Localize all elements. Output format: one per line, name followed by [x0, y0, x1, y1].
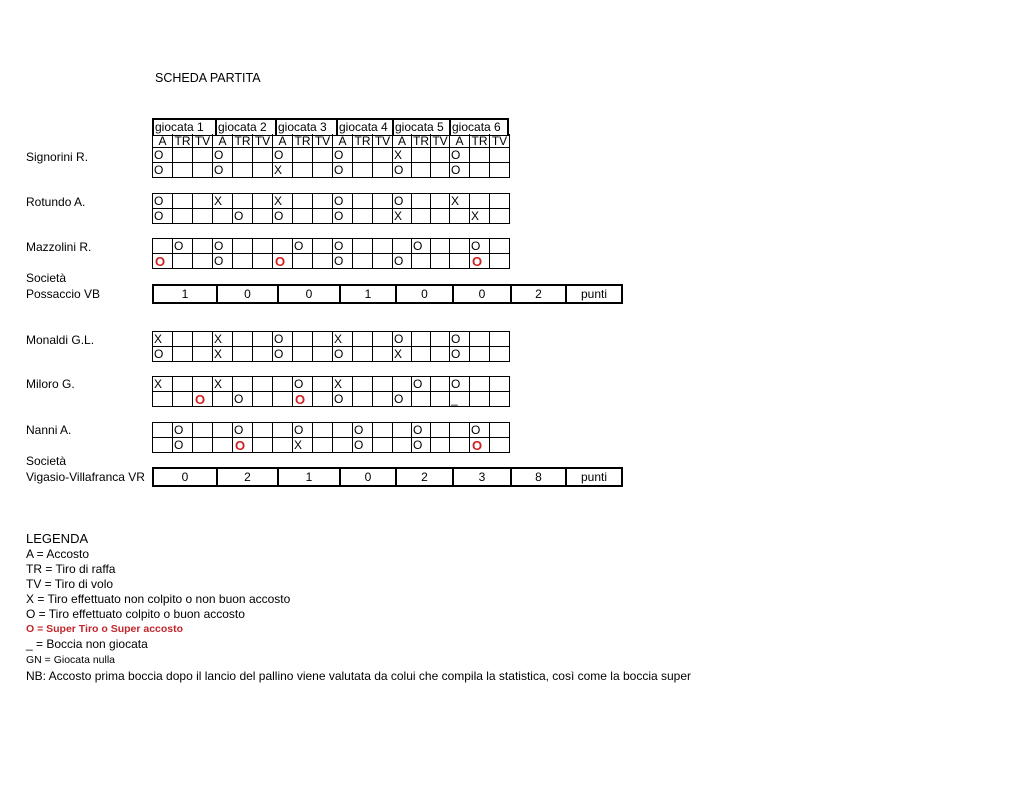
empty-cell — [293, 347, 313, 362]
empty-cell — [431, 377, 450, 392]
player-row — [153, 239, 510, 254]
empty-cell — [313, 438, 333, 453]
empty-cell — [173, 377, 193, 392]
empty-cell — [193, 163, 213, 178]
page-title: SCHEDA PARTITA — [155, 71, 261, 85]
legend-item: GN = Giocata nulla — [26, 654, 116, 666]
player-grid — [152, 148, 510, 178]
mark-cell: O — [293, 423, 313, 438]
empty-cell — [373, 438, 393, 453]
empty-cell — [431, 423, 450, 438]
mark-cell: X — [393, 209, 412, 224]
mark-cell: O — [393, 392, 412, 407]
legend-item-super: O = Super Tiro o Super accosto — [26, 623, 184, 635]
empty-cell — [431, 347, 450, 362]
empty-cell — [470, 163, 490, 178]
empty-cell — [490, 332, 510, 347]
mark-cell: O — [233, 392, 253, 407]
mark-cell: O — [233, 209, 253, 224]
empty-cell — [353, 377, 373, 392]
legend-note: NB: Accosto prima boccia dopo il lancio del pallino viene valutata da colui che compila la statistica, così come la boccia super — [26, 669, 692, 683]
mark-cell: X — [153, 332, 173, 347]
shot-type-header: TV — [431, 134, 450, 148]
mark-cell: O — [412, 423, 431, 438]
empty-cell — [490, 163, 510, 178]
empty-cell — [450, 438, 470, 453]
game-header-4: giocata 4 — [338, 120, 394, 135]
empty-cell — [412, 347, 431, 362]
mark-cell: O — [450, 332, 470, 347]
mark-cell: X — [153, 377, 173, 392]
shot-type-header: TR — [293, 134, 313, 148]
empty-cell — [470, 392, 490, 407]
empty-cell — [233, 254, 253, 269]
mark-cell: O — [333, 209, 353, 224]
empty-cell — [253, 239, 273, 254]
mark-cell: O — [393, 163, 412, 178]
empty-cell — [253, 332, 273, 347]
mark-cell: O — [333, 254, 353, 269]
mark-cell: X — [213, 377, 233, 392]
empty-cell — [313, 332, 333, 347]
game-score-cell: 0 — [154, 469, 218, 485]
empty-cell — [153, 239, 173, 254]
empty-cell — [431, 148, 450, 163]
mark-cell: O — [293, 239, 313, 254]
player-row — [153, 148, 510, 163]
team-label-line1: Società — [26, 454, 67, 468]
empty-cell — [431, 209, 450, 224]
mark-cell: O — [273, 148, 293, 163]
mark-cell: O — [333, 194, 353, 209]
shot-type-header: A — [450, 134, 470, 148]
empty-cell — [490, 239, 510, 254]
empty-cell — [173, 254, 193, 269]
game-score-cell: 1 — [341, 286, 397, 302]
empty-cell — [173, 347, 193, 362]
mark-cell: X — [293, 438, 313, 453]
game-score-cell: 3 — [454, 469, 512, 485]
game-score-cell: 0 — [341, 469, 397, 485]
shot-type-header: TR — [470, 134, 490, 148]
empty-cell — [233, 347, 253, 362]
empty-cell — [273, 239, 293, 254]
empty-cell — [233, 239, 253, 254]
empty-cell — [450, 254, 470, 269]
player-grid — [152, 376, 510, 407]
empty-cell — [293, 148, 313, 163]
empty-cell — [470, 377, 490, 392]
mark-cell: X — [470, 209, 490, 224]
team-label-line1: Società — [26, 271, 67, 285]
empty-cell — [373, 163, 393, 178]
mark-cell: X — [213, 194, 233, 209]
player-name: Monaldi G.L. — [26, 333, 95, 347]
team-score-row — [152, 467, 623, 487]
mark-cell: O — [353, 423, 373, 438]
empty-cell — [373, 377, 393, 392]
empty-cell — [273, 438, 293, 453]
mark-cell: O — [333, 239, 353, 254]
empty-cell — [313, 163, 333, 178]
game-header-3: giocata 3 — [277, 120, 338, 135]
empty-cell — [253, 194, 273, 209]
empty-cell — [193, 347, 213, 362]
empty-cell — [412, 332, 431, 347]
empty-cell — [213, 423, 233, 438]
super-mark-cell: O — [273, 254, 293, 269]
empty-cell — [450, 239, 470, 254]
mark-cell: O — [393, 332, 412, 347]
game-score-cell: 0 — [279, 286, 341, 302]
total-score-cell: 2 — [512, 286, 567, 302]
empty-cell — [470, 332, 490, 347]
game-header-6: giocata 6 — [451, 120, 509, 135]
empty-cell — [253, 254, 273, 269]
mark-cell: O — [450, 347, 470, 362]
empty-cell — [490, 254, 510, 269]
empty-cell — [253, 209, 273, 224]
empty-cell — [431, 163, 450, 178]
empty-cell — [173, 163, 193, 178]
player-grid — [152, 422, 510, 453]
empty-cell — [393, 239, 412, 254]
empty-cell — [353, 347, 373, 362]
empty-cell — [373, 332, 393, 347]
empty-cell — [273, 377, 293, 392]
empty-cell — [153, 423, 173, 438]
empty-cell — [470, 347, 490, 362]
empty-cell — [173, 332, 193, 347]
shot-type-header: A — [393, 134, 412, 148]
mark-cell: O — [173, 423, 193, 438]
empty-cell — [313, 209, 333, 224]
empty-cell — [373, 254, 393, 269]
points-label-cell: punti — [580, 470, 608, 484]
mark-cell: X — [333, 377, 353, 392]
player-grid — [152, 193, 510, 224]
game-header-1: giocata 1 — [154, 120, 217, 135]
team-name: Possaccio VB — [26, 287, 101, 301]
shot-type-header: A — [273, 134, 293, 148]
empty-cell — [253, 438, 273, 453]
game-header-5: giocata 5 — [394, 120, 451, 135]
mark-cell: O — [273, 332, 293, 347]
game-score-cell: 0 — [218, 286, 279, 302]
mark-cell: O — [293, 377, 313, 392]
legend-item: X = Tiro effettuato non colpito o non buon accosto — [26, 592, 291, 606]
empty-cell — [233, 163, 253, 178]
empty-cell — [490, 392, 510, 407]
empty-cell — [233, 194, 253, 209]
shot-type-header: A — [213, 134, 233, 148]
empty-cell — [293, 332, 313, 347]
empty-cell — [253, 347, 273, 362]
empty-cell — [153, 392, 173, 407]
game-score-cell: 2 — [218, 469, 279, 485]
empty-cell — [490, 194, 510, 209]
shot-type-header: TV — [490, 134, 510, 148]
shot-type-header: TV — [253, 134, 273, 148]
mark-cell: X — [213, 332, 233, 347]
mark-cell: O — [393, 254, 412, 269]
empty-cell — [253, 377, 273, 392]
empty-cell — [333, 423, 353, 438]
empty-cell — [431, 438, 450, 453]
legend-item: O = Tiro effettuato colpito o buon accosto — [26, 607, 245, 621]
super-mark-cell: O — [470, 254, 490, 269]
mark-cell: O — [450, 163, 470, 178]
shot-type-header: A — [153, 134, 173, 148]
mark-cell: X — [273, 163, 293, 178]
legend-item: TR = Tiro di raffa — [26, 562, 116, 576]
mark-cell: _ — [450, 392, 470, 407]
player-row — [153, 209, 510, 224]
empty-cell — [173, 209, 193, 224]
empty-cell — [373, 194, 393, 209]
empty-cell — [193, 438, 213, 453]
empty-cell — [490, 423, 510, 438]
empty-cell — [253, 423, 273, 438]
empty-cell — [431, 239, 450, 254]
player-name: Mazzolini R. — [26, 240, 92, 254]
player-row — [153, 392, 510, 407]
empty-cell — [412, 194, 431, 209]
player-row — [153, 163, 510, 178]
empty-cell — [431, 392, 450, 407]
mark-cell: O — [213, 254, 233, 269]
mark-cell: O — [412, 438, 431, 453]
player-grid — [152, 331, 510, 362]
mark-cell: O — [393, 194, 412, 209]
empty-cell — [233, 377, 253, 392]
shot-type-header: TR — [233, 134, 253, 148]
empty-cell — [253, 148, 273, 163]
player-row — [153, 438, 510, 453]
empty-cell — [373, 392, 393, 407]
empty-cell — [470, 194, 490, 209]
mark-cell: O — [333, 392, 353, 407]
player-row — [153, 254, 510, 269]
mark-cell: O — [173, 239, 193, 254]
mark-cell: X — [213, 347, 233, 362]
mark-cell: O — [153, 163, 173, 178]
mark-cell: O — [450, 148, 470, 163]
mark-cell: O — [213, 163, 233, 178]
game-header-2: giocata 2 — [217, 120, 277, 135]
player-name: Nanni A. — [26, 423, 72, 437]
points-label-cell: punti — [580, 287, 608, 301]
shot-type-header: TV — [373, 134, 393, 148]
empty-cell — [353, 194, 373, 209]
mark-cell: O — [153, 347, 173, 362]
mark-cell: X — [273, 194, 293, 209]
shot-type-header-row — [152, 134, 510, 148]
empty-cell — [490, 148, 510, 163]
empty-cell — [353, 332, 373, 347]
empty-cell — [253, 163, 273, 178]
empty-cell — [193, 423, 213, 438]
player-row — [153, 377, 510, 392]
empty-cell — [373, 209, 393, 224]
mark-cell: O — [470, 239, 490, 254]
empty-cell — [253, 392, 273, 407]
shot-type-header: TR — [173, 134, 193, 148]
empty-cell — [193, 148, 213, 163]
empty-cell — [412, 163, 431, 178]
mark-cell: O — [153, 148, 173, 163]
mark-cell: X — [450, 194, 470, 209]
empty-cell — [293, 209, 313, 224]
empty-cell — [353, 163, 373, 178]
super-mark-cell: O — [233, 438, 253, 453]
player-name: Signorini R. — [26, 150, 89, 164]
legend-title: LEGENDA — [26, 531, 89, 546]
empty-cell — [153, 438, 173, 453]
mark-cell: O — [273, 209, 293, 224]
mark-cell: O — [153, 194, 173, 209]
empty-cell — [173, 392, 193, 407]
empty-cell — [273, 423, 293, 438]
empty-cell — [353, 239, 373, 254]
player-row — [153, 423, 510, 438]
legend-item: TV = Tiro di volo — [26, 577, 114, 591]
mark-cell: O — [412, 377, 431, 392]
empty-cell — [490, 209, 510, 224]
shot-type-header: TV — [193, 134, 213, 148]
mark-cell: O — [333, 148, 353, 163]
player-row — [153, 194, 510, 209]
mark-cell: O — [173, 438, 193, 453]
empty-cell — [490, 347, 510, 362]
game-score-cell: 1 — [154, 286, 218, 302]
empty-cell — [412, 209, 431, 224]
shot-type-header: TR — [413, 134, 429, 148]
empty-cell — [393, 438, 412, 453]
empty-cell — [353, 254, 373, 269]
team-score-row — [152, 284, 623, 304]
empty-cell — [293, 163, 313, 178]
empty-cell — [213, 209, 233, 224]
game-score-cell: 1 — [279, 469, 341, 485]
mark-cell: O — [333, 347, 353, 362]
legend-item: _ = Boccia non giocata — [26, 637, 148, 651]
empty-cell — [173, 194, 193, 209]
empty-cell — [393, 423, 412, 438]
empty-cell — [353, 148, 373, 163]
shot-type-header: A — [333, 134, 353, 148]
empty-cell — [313, 423, 333, 438]
mark-cell: X — [393, 148, 412, 163]
mark-cell: X — [393, 347, 412, 362]
player-row — [153, 347, 510, 362]
empty-cell — [373, 423, 393, 438]
super-mark-cell: O — [153, 254, 173, 269]
empty-cell — [193, 377, 213, 392]
empty-cell — [431, 332, 450, 347]
empty-cell — [412, 254, 431, 269]
player-row — [153, 332, 510, 347]
shot-type-header: TR — [353, 134, 373, 148]
empty-cell — [193, 239, 213, 254]
mark-cell: O — [470, 423, 490, 438]
mark-cell: O — [450, 377, 470, 392]
empty-cell — [293, 194, 313, 209]
empty-cell — [470, 148, 490, 163]
empty-cell — [450, 209, 470, 224]
mark-cell: O — [153, 209, 173, 224]
shot-type-header: TV — [313, 134, 333, 148]
mark-cell: O — [353, 438, 373, 453]
empty-cell — [193, 254, 213, 269]
empty-cell — [313, 239, 333, 254]
mark-cell: O — [233, 423, 253, 438]
empty-cell — [490, 438, 510, 453]
empty-cell — [412, 148, 431, 163]
super-mark-cell: O — [293, 392, 313, 407]
mark-cell: O — [213, 148, 233, 163]
mark-cell: O — [333, 163, 353, 178]
empty-cell — [373, 347, 393, 362]
empty-cell — [353, 209, 373, 224]
player-name: Miloro G. — [26, 377, 75, 391]
empty-cell — [233, 148, 253, 163]
super-mark-cell: O — [193, 392, 213, 407]
empty-cell — [373, 239, 393, 254]
empty-cell — [313, 347, 333, 362]
mark-cell: O — [213, 239, 233, 254]
empty-cell — [193, 332, 213, 347]
game-score-cell: 0 — [454, 286, 512, 302]
empty-cell — [393, 377, 412, 392]
empty-cell — [313, 377, 333, 392]
super-mark-cell: O — [470, 438, 490, 453]
empty-cell — [313, 148, 333, 163]
legend-item: A = Accosto — [26, 547, 90, 561]
empty-cell — [213, 438, 233, 453]
empty-cell — [293, 254, 313, 269]
empty-cell — [490, 377, 510, 392]
empty-cell — [273, 392, 293, 407]
game-score-cell: 0 — [397, 286, 454, 302]
mark-cell: X — [333, 332, 353, 347]
player-name: Rotundo A. — [26, 195, 86, 209]
empty-cell — [193, 194, 213, 209]
empty-cell — [353, 392, 373, 407]
empty-cell — [373, 148, 393, 163]
empty-cell — [193, 209, 213, 224]
mark-cell: O — [412, 239, 431, 254]
total-score-cell: 8 — [512, 469, 567, 485]
empty-cell — [313, 254, 333, 269]
player-grid — [152, 238, 510, 269]
empty-cell — [431, 194, 450, 209]
game-score-cell: 2 — [397, 469, 454, 485]
mark-cell: O — [273, 347, 293, 362]
empty-cell — [233, 332, 253, 347]
empty-cell — [412, 392, 431, 407]
empty-cell — [313, 392, 333, 407]
empty-cell — [213, 392, 233, 407]
empty-cell — [173, 148, 193, 163]
empty-cell — [313, 194, 333, 209]
empty-cell — [333, 438, 353, 453]
team-name: Vigasio-Villafranca VR — [26, 470, 145, 484]
empty-cell — [431, 254, 450, 269]
empty-cell — [450, 423, 470, 438]
